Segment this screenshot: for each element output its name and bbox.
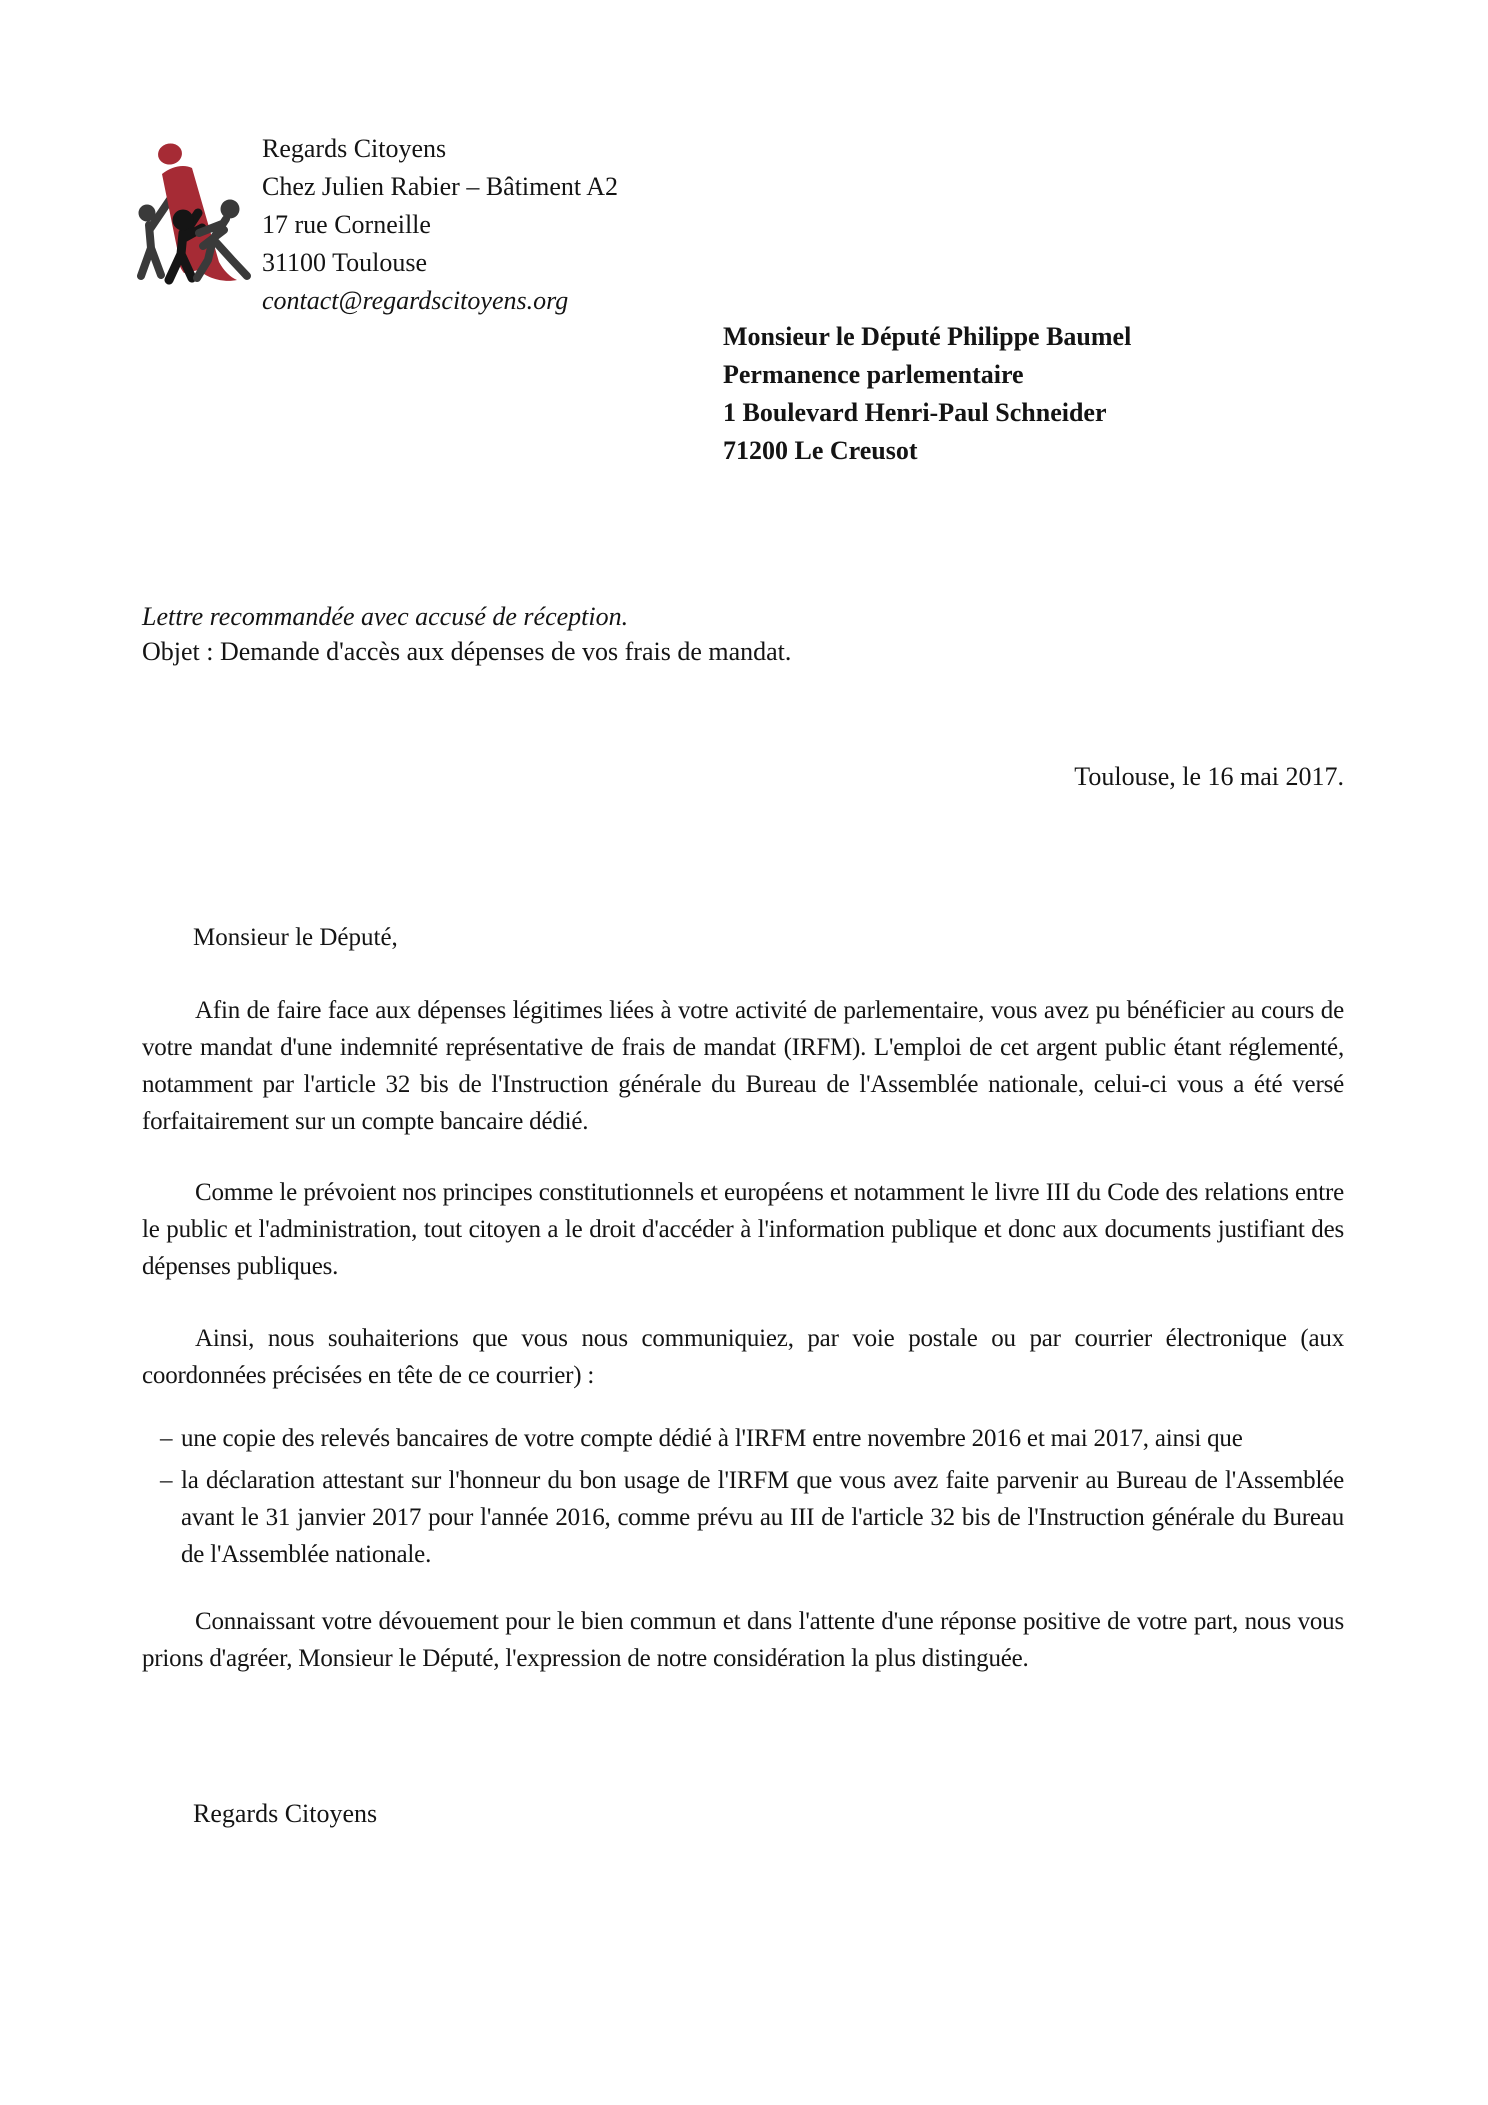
list-item bbox=[142, 1420, 1344, 1457]
recipient-address-block bbox=[723, 318, 1131, 470]
regards-citoyens-logo bbox=[134, 141, 251, 288]
signature: Regards Citoyens bbox=[193, 1799, 378, 1828]
sender-line: 17 rue Corneille bbox=[262, 210, 431, 239]
subject-line: Objet : Demande d'accès aux dépenses de vos frais de mandat. bbox=[142, 637, 792, 666]
sender-line: Chez Julien Rabier – Bâtiment A2 bbox=[262, 172, 618, 201]
sender-name: Regards Citoyens bbox=[262, 134, 447, 163]
list-item-text: la déclaration attestant sur l'honneur du bon usage de l'IRFM que vous avez faite parvenir au Bureau de l'Assemblée avant le 31 janvier 2017 pour l'année 2016, comme prévu au III de l'article 32 bis de l'Instruction générale du Bureau de l'Assemblée nationale. bbox=[181, 1467, 1344, 1568]
dateline: Toulouse, le 16 mai 2017. bbox=[1074, 762, 1344, 791]
recipient-line: 71200 Le Creusot bbox=[723, 436, 918, 465]
sender-email: contact@regardscitoyens.org bbox=[262, 286, 569, 315]
letter-meta-block bbox=[142, 599, 791, 669]
registered-mail-notice: Lettre recommandée avec accusé de réception. bbox=[142, 602, 629, 631]
paragraph-legal-basis: Comme le prévoient nos principes constitutionnels et européens et notamment le livre III du Code des relations entre le public et l'administration, tout citoyen a le droit d'accéder à l'information publique et donc aux documents justifiant des dépenses publiques. bbox=[142, 1179, 1344, 1280]
figure-left-head bbox=[139, 205, 156, 222]
i-dot bbox=[156, 142, 183, 167]
salutation: Monsieur le Député, bbox=[193, 924, 398, 951]
paragraph-request: Ainsi, nous souhaiterions que vous nous communiquiez, par voie postale ou par courrier électronique (aux coordonnées précisées en tête de ce courrier) : bbox=[142, 1325, 1344, 1389]
figure-middle-head bbox=[173, 210, 194, 231]
list-item bbox=[142, 1462, 1344, 1573]
request-list bbox=[142, 1420, 1344, 1578]
sender-address-block bbox=[262, 130, 618, 320]
recipient-name: Monsieur le Député Philippe Baumel bbox=[723, 322, 1132, 351]
recipient-line: 1 Boulevard Henri-Paul Schneider bbox=[723, 398, 1107, 427]
sender-line: 31100 Toulouse bbox=[262, 248, 428, 277]
info-lifters-icon bbox=[134, 141, 251, 288]
figure-right-head bbox=[221, 200, 240, 219]
dash-bullet: – bbox=[160, 1467, 173, 1494]
closing-paragraph: Connaissant votre dévouement pour le bien commun et dans l'attente d'une réponse positive de votre part, nous vous prions d'agréer, Monsieur le Député, l'expression de notre considération la plus distinguée. bbox=[142, 1608, 1344, 1672]
recipient-line: Permanence parlementaire bbox=[723, 360, 1024, 389]
list-item-text: une copie des relevés bancaires de votre compte dédié à l'IRFM entre novembre 2016 et mai 2017, ainsi que bbox=[181, 1425, 1243, 1452]
dash-bullet: – bbox=[160, 1425, 173, 1452]
paragraph-irfm-intro: Afin de faire face aux dépenses légitimes liées à votre activité de parlementaire, vous avez pu bénéficier au cours de votre mandat d'une indemnité représentative de frais de mandat (IRFM). L'emploi de cet argent public étant réglementé, notamment par l'article 32 bis de l'Instruction générale du Bureau de l'Assemblée nationale, celui-ci vous a été versé forfaitairement sur un compte bancaire dédié. bbox=[142, 997, 1344, 1135]
